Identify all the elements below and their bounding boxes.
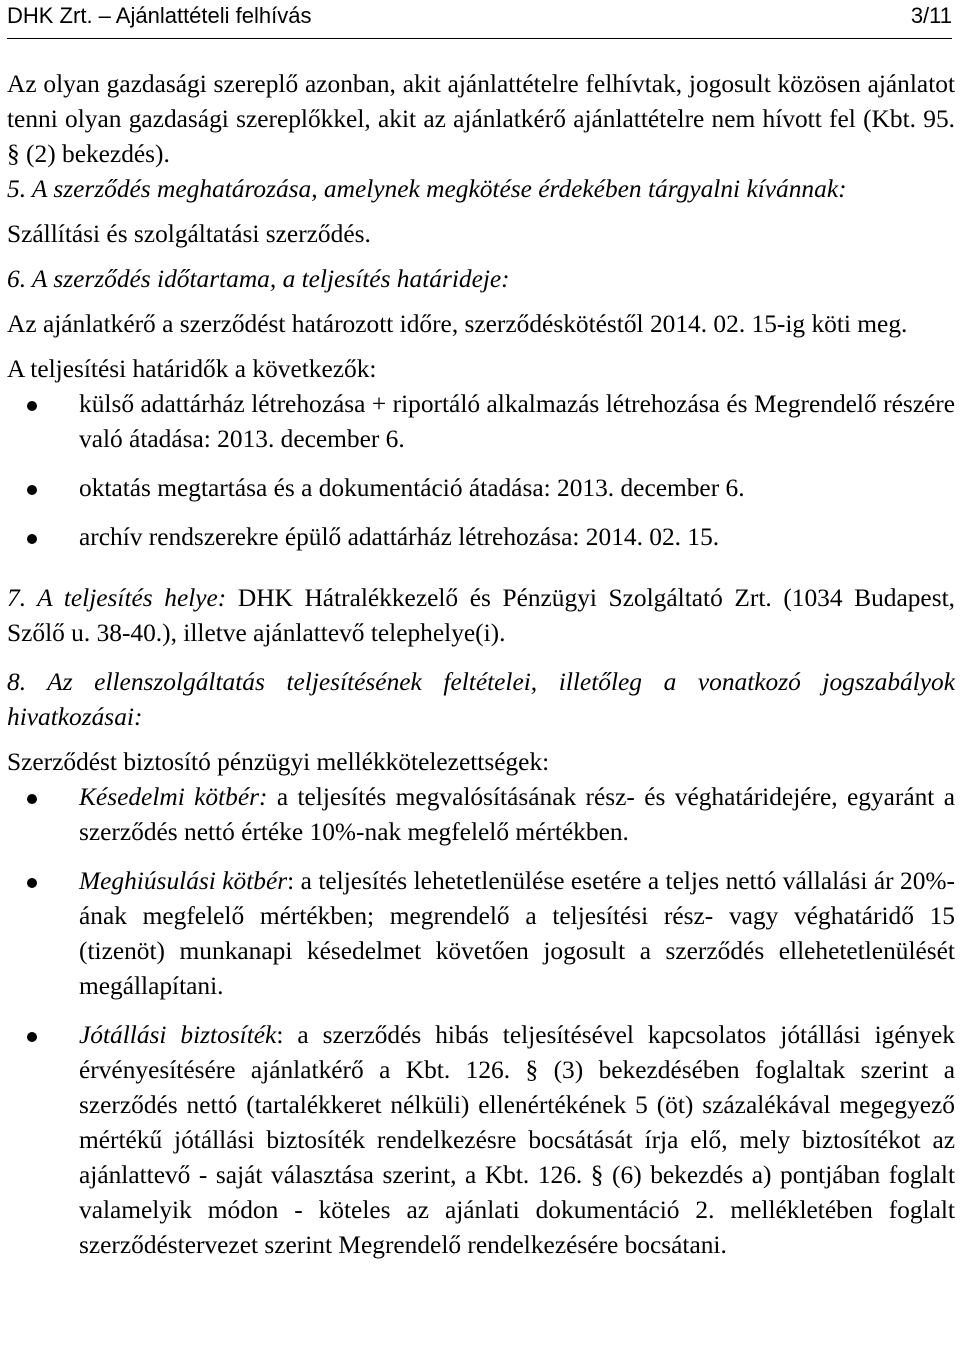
deadlines-intro: A teljesítési határidők a következők:	[7, 355, 377, 383]
deadline-text: külső adattárház létrehozása + riportáló alkalmazás létrehozása és Megrendelő részére való átadása: 2013. december 6.	[79, 390, 955, 453]
list-item	[7, 471, 955, 506]
document-title: DHK Zrt. – Ajánlattételi felhívás	[7, 3, 312, 28]
section-7-text: DHK Hátralékkezelő és Pénzügyi Szolgáltató Zrt. (1034 Budapest, Szőlő u. 38-40.), illetve ajánlattevő telephelye(i).	[7, 584, 955, 647]
guarantee-text: a teljesítés megvalósításának rész- és véghatáridejére, egyaránt a szerződés nettó értéke 10%-nak megfelelő mértékben.	[79, 783, 956, 846]
list-item	[7, 864, 955, 1004]
document-body	[7, 67, 955, 1263]
section-7	[7, 581, 955, 651]
section-5-text: Szállítási és szolgáltatási szerződés.	[7, 220, 371, 248]
guarantee-term: Jótállási biztosíték	[79, 1021, 277, 1049]
guarantee-term: Meghiúsulási kötbér	[79, 867, 288, 895]
list-item	[7, 387, 955, 457]
bullet-icon	[27, 794, 37, 804]
section-6-heading: 6. A szerződés időtartama, a teljesítés határideje:	[7, 265, 510, 293]
bullet-icon	[27, 1032, 37, 1042]
section-8-text: Szerződést biztosító pénzügyi mellékkötelezettségek:	[7, 748, 550, 776]
guarantees-list	[7, 780, 955, 1263]
guarantee-text: : a szerződés hibás teljesítésével kapcsolatos jótállási igények érvényesítésére ajánlatkérő a Kbt. 126. § (3) bekezdésében foglaltak szerint a szerződés nettó (tartalékkeret nélküli) ellenértékének 5 (öt) százalékával megegyező mértékű jótállási biztosíték rendelkezésre bocsátását írja elő, mely biztosítékot az ajánlattevő - saját választása szerint, a Kbt. 126. § (6) bekezdés a) pontjában foglalt valamelyik módon - köteles az ajánlati dokumentáció 2. mellékletében foglalt szerződéstervezet szerint Megrendelő rendelkezésére bocsátani.	[79, 1021, 955, 1259]
list-item	[7, 520, 955, 555]
bullet-icon	[27, 401, 37, 411]
list-item	[7, 1018, 955, 1263]
deadline-text: oktatás megtartása és a dokumentáció átadása: 2013. december 6.	[79, 474, 745, 502]
bullet-icon	[27, 878, 37, 888]
deadlines-list	[7, 387, 955, 555]
section-7-heading: 7. A teljesítés helye:	[7, 584, 227, 612]
section-8-heading: 8. Az ellenszolgáltatás teljesítésének feltételei, illetőleg a vonatkozó jogszabályok hivatkozásai:	[7, 668, 955, 731]
section-5-heading: 5. A szerződés meghatározása, amelynek megkötése érdekében tárgyalni kívánnak:	[7, 175, 847, 203]
bullet-icon	[27, 534, 37, 544]
page-number: 3/11	[910, 3, 952, 28]
guarantee-term: Késedelmi kötbér:	[79, 783, 268, 811]
deadline-text: archív rendszerekre épülő adattárház létrehozása: 2014. 02. 15.	[79, 523, 720, 551]
bullet-icon	[27, 485, 37, 495]
section-6-text: Az ajánlatkérő a szerződést határozott időre, szerződéskötéstől 2014. 02. 15-ig köti meg.	[7, 310, 908, 338]
guarantee-text: : a teljesítés lehetetlenülése esetére a teljes nettó vállalási ár 20%-ának megfelelő mértékben; megrendelő a teljesítési rész- vagy véghatáridő 15 (tizenöt) munkanapi késedelmet követően jogosult a szerződés ellehetetlenülését megállapítani.	[79, 867, 955, 1000]
list-item	[7, 780, 955, 850]
page-header	[7, 0, 952, 39]
eligibility-paragraph: Az olyan gazdasági szereplő azonban, akit ajánlattételre felhívtak, jogosult közösen ajánlatot tenni olyan gazdasági szereplőkkel, akit az ajánlatkérő ajánlattételre nem hívott fel (Kbt. 95. § (2) bekezdés).	[7, 70, 955, 168]
